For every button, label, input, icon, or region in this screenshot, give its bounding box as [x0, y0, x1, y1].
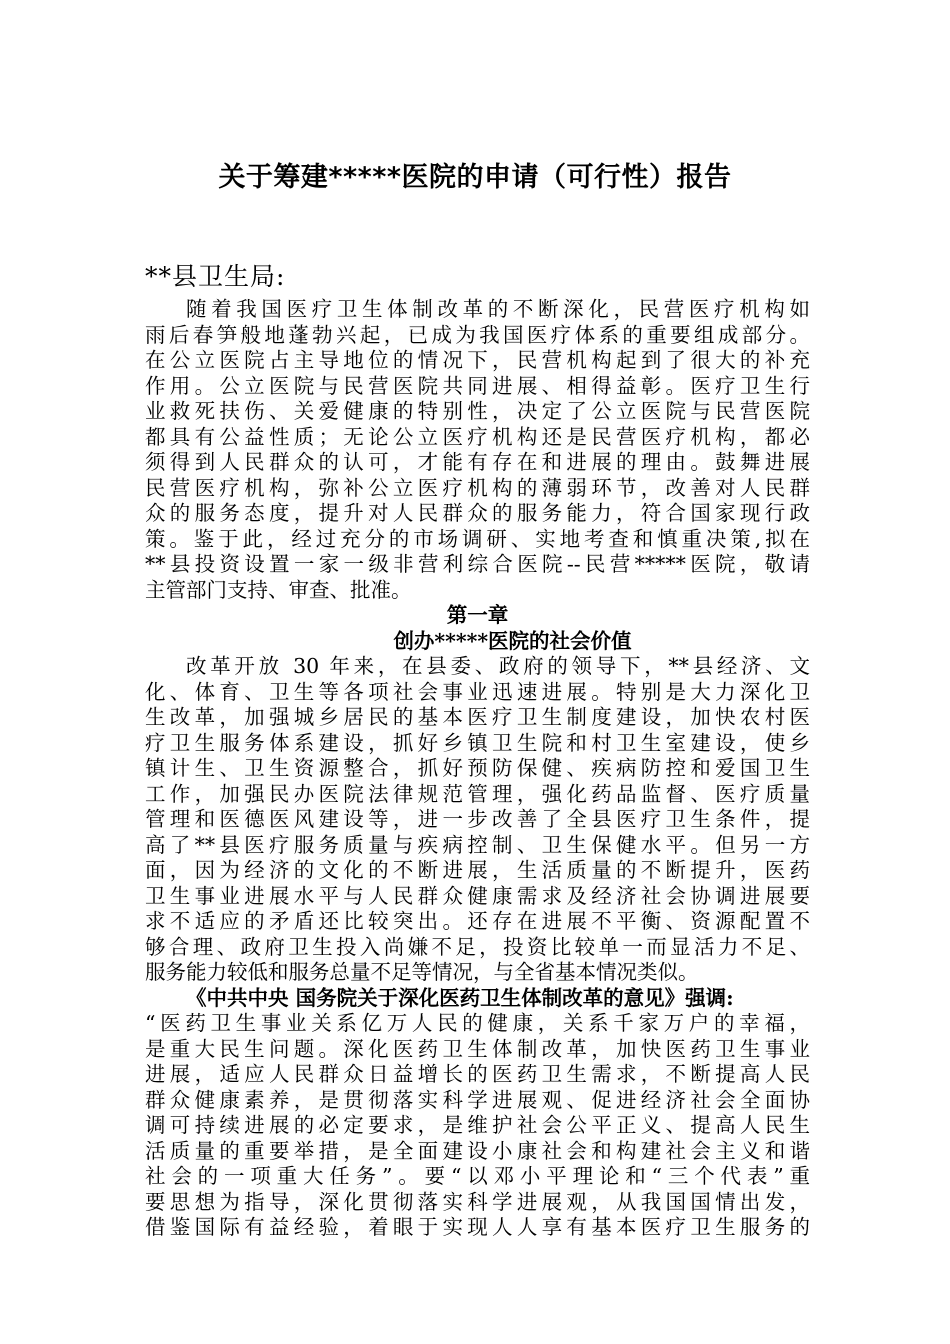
chapter-line: 够合理、政府卫生投入尚嫌不足，投资比较单一而显活力不足、: [145, 934, 810, 959]
chapter-label: 第一章: [446, 603, 509, 627]
intro-line: 须得到人民群众的认可，才能有存在和进展的理由。鼓舞进展: [145, 450, 810, 474]
chapter-line: 镇计生、卫生资源整合，抓好预防保健、疾病防控和爱国卫生: [145, 756, 810, 780]
chapter-line: 改革开放 30 年来，在县委、政府的领导下，**县经济、文: [186, 654, 810, 678]
intro-line: 雨后春笋般地蓬勃兴起，已成为我国医疗体系的重要组成部分。: [145, 322, 810, 347]
intro-line: 民营医疗机构，弥补公立医疗机构的薄弱环节，改善对人民群: [145, 475, 810, 500]
document-title: 关于筹建*****医院的申请（可行性）报告: [218, 162, 732, 193]
chapter-line: 高了**县医疗服务质量与疾病控制、卫生保健水平。但另一方: [145, 832, 810, 857]
chapter-line: 管理和医德医风建设等，进一步改善了全县医疗卫生条件，提: [145, 807, 810, 831]
addressee: **县卫生局:: [145, 262, 286, 291]
intro-line: **县投资设置一家一级非营利综合医院--民营*****医院，敬请: [145, 552, 810, 576]
intro-line: 随着我国医疗卫生体制改革的不断深化，民营医疗机构如: [186, 297, 810, 321]
intro-line: 主管部门支持、审查、批准。: [145, 577, 412, 602]
chapter-line: 求不适应的矛盾还比较突出。还存在进展不平衡、资源配置不: [145, 909, 810, 933]
intro-line: 众的服务态度，提升对人民群众的服务能力，符合国家现行政: [145, 501, 810, 525]
quote-line: 是重大民生问题。深化医药卫生体制改革，加快医药卫生事业: [145, 1036, 810, 1061]
quote-line: 进展，适应人民群众日益增长的医药卫生需求，不断提高人民: [145, 1062, 810, 1086]
quote-line: “医药卫生事业关系亿万人民的健康，关系千家万户的幸福，: [145, 1011, 810, 1035]
chapter-line: 服务能力较低和服务总量不足等情况，与全省基本情况类似。: [145, 960, 699, 984]
quote-line: 群众健康素养，是贯彻落实科学进展观、促进经济社会全面协: [145, 1087, 810, 1112]
intro-line: 在公立医院占主导地位的情况下，民营机构起到了很大的补充: [145, 348, 810, 372]
chapter-line: 生改革，加强城乡居民的基本医疗卫生制度建设，加快农村医: [145, 705, 810, 729]
intro-line: 策。鉴于此，经过充分的市场调研、实地考查和慎重决策,拟在: [145, 526, 810, 551]
chapter-line: 疗卫生服务体系建设，抓好乡镇卫生院和村卫生室建设，使乡: [145, 730, 810, 755]
chapter-title: 创办*****医院的社会价值: [393, 628, 632, 653]
chapter-line: 工作，加强民办医院法律规范管理，强化药品监督、医疗质量: [145, 781, 810, 806]
quote-line: 调可持续进展的必定要求，是维护社会公平正义、提高人民生: [145, 1113, 810, 1137]
quote-line: 借鉴国际有益经验，着眼于实现人人享有基本医疗卫生服务的: [145, 1215, 810, 1239]
quote-heading: 《中共中央 国务院关于深化医药卫生体制改革的意见》强调:: [186, 985, 734, 1010]
intro-line: 业救死扶伤、关爱健康的特别性，决定了公立医院与民营医院: [145, 399, 810, 423]
quote-line: 社会的一项重大任务”。要“以邓小平理论和“三个代表”重: [145, 1164, 810, 1188]
chapter-line: 卫生事业进展水平与人民群众健康需求及经济社会协调进展要: [145, 883, 810, 908]
chapter-line: 化、体育、卫生等各项社会事业迅速进展。特别是大力深化卫: [145, 679, 810, 704]
document-body: [145, 297, 810, 1241]
intro-line: 都具有公益性质；无论公立医疗机构还是民营医疗机构，都必: [145, 424, 810, 449]
quote-line: 活质量的重要举措，是全面建设小康社会和构建社会主义和谐: [145, 1138, 810, 1163]
quote-line: 要思想为指导，深化贯彻落实科学进展观，从我国国情出发，: [145, 1189, 810, 1214]
chapter-line: 面，因为经济的文化的不断进展，生活质量的不断提升，医药: [145, 858, 810, 882]
intro-line: 作用。公立医院与民营医院共同进展、相得益彰。医疗卫生行: [145, 373, 810, 398]
